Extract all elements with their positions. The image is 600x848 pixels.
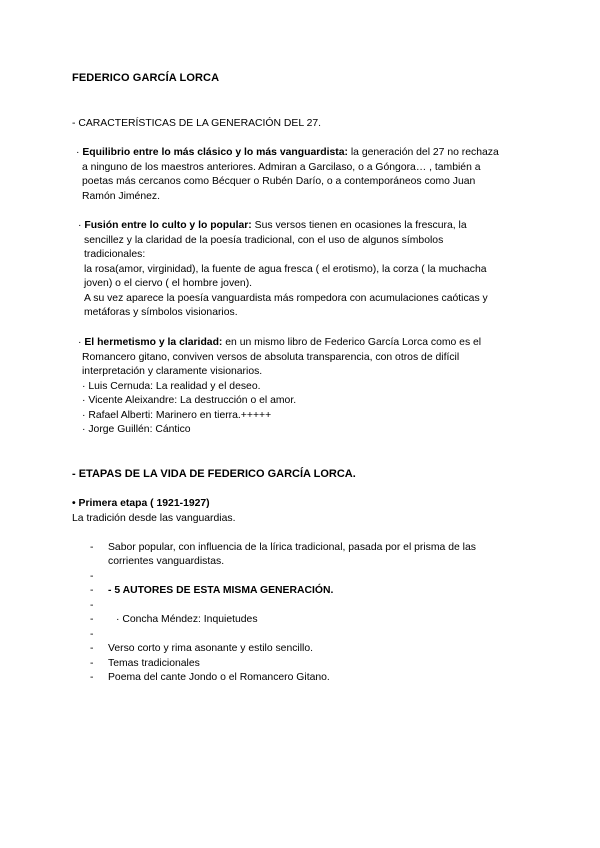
document-title: FEDERICO GARCÍA LORCA: [72, 72, 220, 84]
paragraph-fusion-line-4: la rosa(amor, virginidad), la fuente de agua fresca ( el erotismo), la corza ( la muchacha: [84, 264, 487, 275]
paragraph-equilibrio-heading: Equilibrio entre lo más clásico y lo más vanguardista:: [82, 147, 348, 158]
paragraph-equilibrio-line-3: poetas más cercanos como Bécquer o Rubén Darío, o a contemporáneos como Juan: [82, 176, 476, 187]
list-dash: -: [90, 672, 94, 683]
paragraph-equilibrio-line-1: · Equilibrio entre lo más clásico y lo más vanguardista: la generación del 27 no rechaza: [76, 147, 499, 158]
list-dash: -: [90, 542, 94, 553]
paragraph-fusion-line-6: A su vez aparece la poesía vanguardista más rompedora con acumulaciones caóticas y: [84, 293, 488, 304]
bullet: ·: [78, 337, 82, 348]
paragraph-fusion-heading: Fusión entre lo culto y lo popular:: [84, 220, 252, 231]
author-item: · Vicente Aleixandre: La destrucción o el amor.: [82, 395, 297, 406]
bullet: ·: [76, 147, 80, 158]
paragraph-equilibrio-line-4: Ramón Jiménez.: [82, 191, 160, 202]
author-item: · Luis Cernuda: La realidad y el deseo.: [82, 381, 261, 392]
list-item: Poema del cante Jondo o el Romancero Gitano.: [108, 672, 330, 683]
paragraph-hermetismo-line-2: Romancero gitano, conviven versos de absoluta transparencia, con otros de difícil: [82, 352, 460, 363]
stage-title: • Primera etapa ( 1921-1927): [72, 498, 210, 509]
paragraph-hermetismo-line-3: interpretación y claramente visionarios.: [82, 366, 263, 377]
bullet: ·: [78, 220, 82, 231]
paragraph-fusion-line-2: sencillez y la claridad de la poesía tradicional, con el uso de algunos símbolos: [84, 235, 444, 246]
list-item: Temas tradicionales: [108, 658, 200, 669]
section-heading-etapas: - ETAPAS DE LA VIDA DE FEDERICO GARCÍA LORCA.: [72, 468, 356, 480]
paragraph-equilibrio-line-2: a ninguno de los maestros anteriores. Admiran a Garcilaso, o a Góngora… , también a: [82, 162, 481, 173]
list-item-heading: - 5 AUTORES DE ESTA MISMA GENERACIÓN.: [108, 585, 334, 596]
list-item: Verso corto y rima asonante y estilo sencillo.: [108, 643, 314, 654]
paragraph-fusion-line-3: tradicionales:: [84, 249, 146, 260]
list-item-continuation: corrientes vanguardistas.: [108, 556, 225, 567]
list-dash: -: [90, 658, 94, 669]
list-dash: -: [90, 629, 94, 640]
list-dash: -: [90, 643, 94, 654]
paragraph-hermetismo-heading: El hermetismo y la claridad:: [84, 337, 223, 348]
author-item: · Jorge Guillén: Cántico: [82, 424, 191, 435]
list-dash: -: [90, 600, 94, 611]
paragraph-fusion-line-7: metáforas y símbolos visionarios.: [84, 307, 238, 318]
paragraph-fusion-line-1: · Fusión entre lo culto y lo popular: Sus versos tienen en ocasiones la frescura, la: [78, 220, 467, 231]
author-item: · Rafael Alberti: Marinero en tierra.+++++: [82, 410, 272, 421]
list-item: · Concha Méndez: Inquietudes: [116, 614, 258, 625]
list-dash: -: [90, 585, 94, 596]
list-dash: -: [90, 571, 94, 582]
list-item: Sabor popular, con influencia de la lírica tradicional, pasada por el prisma de las: [108, 542, 476, 553]
list-dash: -: [90, 614, 94, 625]
paragraph-fusion-line-5: joven) o el ciervo ( el hombre joven).: [84, 278, 253, 289]
paragraph-hermetismo-line-1: · El hermetismo y la claridad: en un mismo libro de Federico García Lorca como es el: [78, 337, 482, 348]
stage-subtitle: La tradición desde las vanguardias.: [72, 513, 236, 524]
section-heading-characteristics: - CARACTERÍSTICAS DE LA GENERACIÓN DEL 27.: [72, 118, 322, 129]
